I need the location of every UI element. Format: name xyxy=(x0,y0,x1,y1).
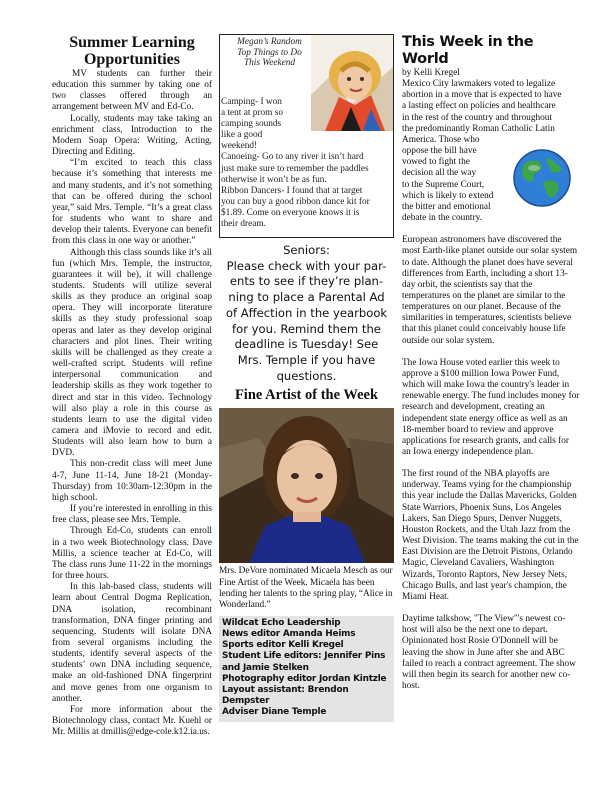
staff-line: Wildcat Echo Leadership xyxy=(222,618,341,629)
world-headline: This Week in the World xyxy=(402,34,534,67)
world-line: vowed to fight the xyxy=(402,157,470,168)
summer-paragraph: Through Ed-Co, students can enroll in a two week Biotechnology class. Dave Millis, a science teacher at Ed-Co, will The class runs June 11-22 in the mornings for three hours. xyxy=(52,526,212,582)
megan-list-line: just make sure to remember the paddles xyxy=(221,163,369,174)
staff-line: Photography editor Jordan Kintzle xyxy=(222,673,387,684)
world-line: a lasting effect on policies and healthcare xyxy=(402,101,556,112)
staff-line: Layout assistant: Brendon Dempster xyxy=(222,684,349,706)
fine-artist-photo xyxy=(219,408,394,563)
seniors-notice xyxy=(219,243,394,384)
staff-line: News editor Amanda Heims xyxy=(222,629,356,640)
megan-list-line: Camping- I won xyxy=(221,97,282,107)
world-line: abortion in a move that is expected to have xyxy=(402,90,562,101)
summer-paragraph: Locally, students may take taking an enrichment class, Introduction to the Modern Soap Opera: Writing, Acting, Directing and Editing. xyxy=(52,113,212,158)
megan-list-line: camping sounds xyxy=(221,119,282,130)
megan-title-line: This Weekend xyxy=(243,58,296,69)
seniors-line: deadline is Tuesday! See xyxy=(234,337,379,352)
megan-list-line: like a good xyxy=(221,130,263,141)
world-line: to the Supreme Court, xyxy=(402,179,485,190)
megan-top-things-box xyxy=(219,34,394,238)
staff-line: Adviser Diane Temple xyxy=(222,706,327,717)
megan-list-line: a tent at prom so xyxy=(221,108,283,119)
world-line: decision all the way xyxy=(402,168,477,179)
fine-artist-caption: Mrs. DeVore nominated Micaela Mesch as our Fine Artist of the Week. Micaela has been lending her talents to the spring play, “Alice in Wonderland.” xyxy=(219,566,393,610)
summer-paragraph: For more information about the Biotechnology class, contact Mr. Kuehl or Mr. Millis at dmillis@edge-cole.k12.ia.us. xyxy=(52,704,212,738)
seniors-line: ents to see if they’re plan- xyxy=(229,274,384,289)
middle-column xyxy=(219,34,394,722)
megan-title-line: Megan’s Random xyxy=(237,37,302,47)
megan-list-line: Canoeing- Go to any river it isn’t hard xyxy=(221,152,364,163)
fine-artist-headline: Fine Artist of the Week xyxy=(234,387,379,404)
seniors-line: Please check with your par- xyxy=(226,258,387,273)
megan-list-line: otherwise it won’t be as fun. xyxy=(221,174,327,185)
megan-list-line: you can buy a good ribbon dance kit for xyxy=(221,196,370,207)
world-line: in the rest of the country and throughout xyxy=(402,112,553,123)
world-paragraph: European astronomers have discovered the most Earth-like planet outside our solar system to date. Although the planet does have several differences from Earth, including a short 13-day orbit, the scientists say that the temperatures on the planet are similar to the temperatures on our planet. Because of the similarities in temperatures, scientists believe that this planet could conceivably house life outside our solar system. xyxy=(402,235,578,346)
seniors-line: ning to place a Parental Ad xyxy=(228,290,385,305)
summer-paragraph: MV students can further their education this summer by taking one of two classes offered through an arrangement between MV and Ed-Co. xyxy=(52,69,212,113)
staff-line: Student Life editors: Jennifer Pins xyxy=(222,651,386,662)
world-byline: by Kelli Kregel xyxy=(402,68,460,78)
world-line: the predominantly Roman Catholic Latin xyxy=(402,123,555,134)
staff-line: and Jamie Stelken xyxy=(222,662,309,673)
world-line: which is likely to extend xyxy=(402,190,494,201)
megan-list-line: $1.89. Come on everyone knows it is xyxy=(221,207,360,218)
this-week-in-the-world-article xyxy=(402,34,580,692)
seniors-line: for you. Remind them the xyxy=(232,321,381,336)
summer-paragraph: Although this class sounds like it’s all fun (which Mrs. Temple, the instructor, guarantees it will be), it will challenge students. Students will utilize several skills as they produce an original soap opera. They will incorporate literature skills as they study professional soap operas and later as they develop original characters and plot lines. Their writing skills will be challenged as they create a well-crafted script. Students will refine interpersonal communication and leadership skills as they work together to direct and star in this video. Technology will also play a role in this course as students learn to use the digital video camera and iMovie to record and edit. Students will also learn how to burn a DVD. xyxy=(52,247,212,459)
megan-title-line: Top Things to Do xyxy=(237,47,302,58)
staff-line: Sports editor Kelli Kregel xyxy=(222,640,344,651)
world-line: debate in the country. xyxy=(402,213,482,224)
summer-paragraph: In this lab-based class, students will learn about Central Dogma Replication, DNA isolation, recombinant transformation, DNA finger printing and sequencing. Students will isolate DNA from several organisms including the students, identify several aspects of the students’ own DNA including sequence, make an old-fashioned DNA fingerprint and move genes from one organism to another. xyxy=(52,582,212,704)
megan-box-title xyxy=(222,37,317,69)
megan-list-line: Ribbon Dancers- I found that at target xyxy=(221,185,363,196)
world-paragraph: Daytime talkshow, "The View"'s newest co-host will also be the next one to depart. Opinionated host Rosie O'Donnell will be leaving the show in June after she and ABC failed to reach a contract agreement. The show will then begin its search for another new co-host. xyxy=(402,614,576,691)
megan-list-text xyxy=(221,97,393,230)
summer-learning-article xyxy=(52,34,212,738)
seniors-line: of Affection in the yearbook xyxy=(225,305,388,320)
seniors-line: questions. xyxy=(276,368,337,383)
megan-list-line: weekend! xyxy=(221,141,258,152)
summer-paragraph: If you’re interested in enrolling in this free class, please see Mrs. Temple. xyxy=(52,504,212,526)
seniors-line: Mrs. Temple if you have xyxy=(237,352,376,367)
summer-paragraph: This non-credit class will meet June 4-7, June 11-14, June 18-21 (Monday-Thursday) from 10:30am-12:30pm in the high school. xyxy=(52,459,212,503)
summer-paragraph: “I’m excited to teach this class because it’s something that interests me and many students, and it’s not something that can be offered during the school year,” said Mrs. Temple. “It’s a great class for students who want to share and develop their talents. Everyone can benefit from this class in one way or another.” xyxy=(52,158,212,247)
megan-list-line: their dream. xyxy=(221,219,266,230)
world-paragraph: The first round of the NBA playoffs are underway. Teams vying for the championship this year include the Dallas Mavericks, Golden State Warriors, Phoenix Suns, Los Angeles Lakers, San Diego Spurs, Denver Nuggets, Houston Rockets, and the Utah Jazz from the West Division. The teams making the cut in the East Division are the Detroit Pistons, Orlando Magic, Cleveland Cavaliers, Washington Wizards, Toronto Raptors, New Jersey Nets, Chicago Bulls, and last year's champion, the Miami Heat. xyxy=(402,469,579,602)
seniors-line: Seniors: xyxy=(283,243,330,257)
globe-icon xyxy=(510,146,574,210)
world-line: Mexico City lawmakers voted to legalize xyxy=(402,79,556,90)
world-paragraph: The Iowa House voted earlier this week to approve a $100 million Iowa Power Fund, which will make Iowa the country's leader in renewable energy. The fund includes money for research and development, creating an independent state energy office as well as an 18-member board to review and approve applications for research grants, and calls for an Iowa energy independence plan. xyxy=(402,357,580,457)
world-line: America. Those who xyxy=(402,134,480,145)
world-line: the bitter and emotional xyxy=(402,201,491,212)
staff-box xyxy=(219,616,394,722)
world-line: oppose the bill have xyxy=(402,146,477,157)
summer-learning-headline: Summer Learning Opportunities xyxy=(69,34,195,68)
